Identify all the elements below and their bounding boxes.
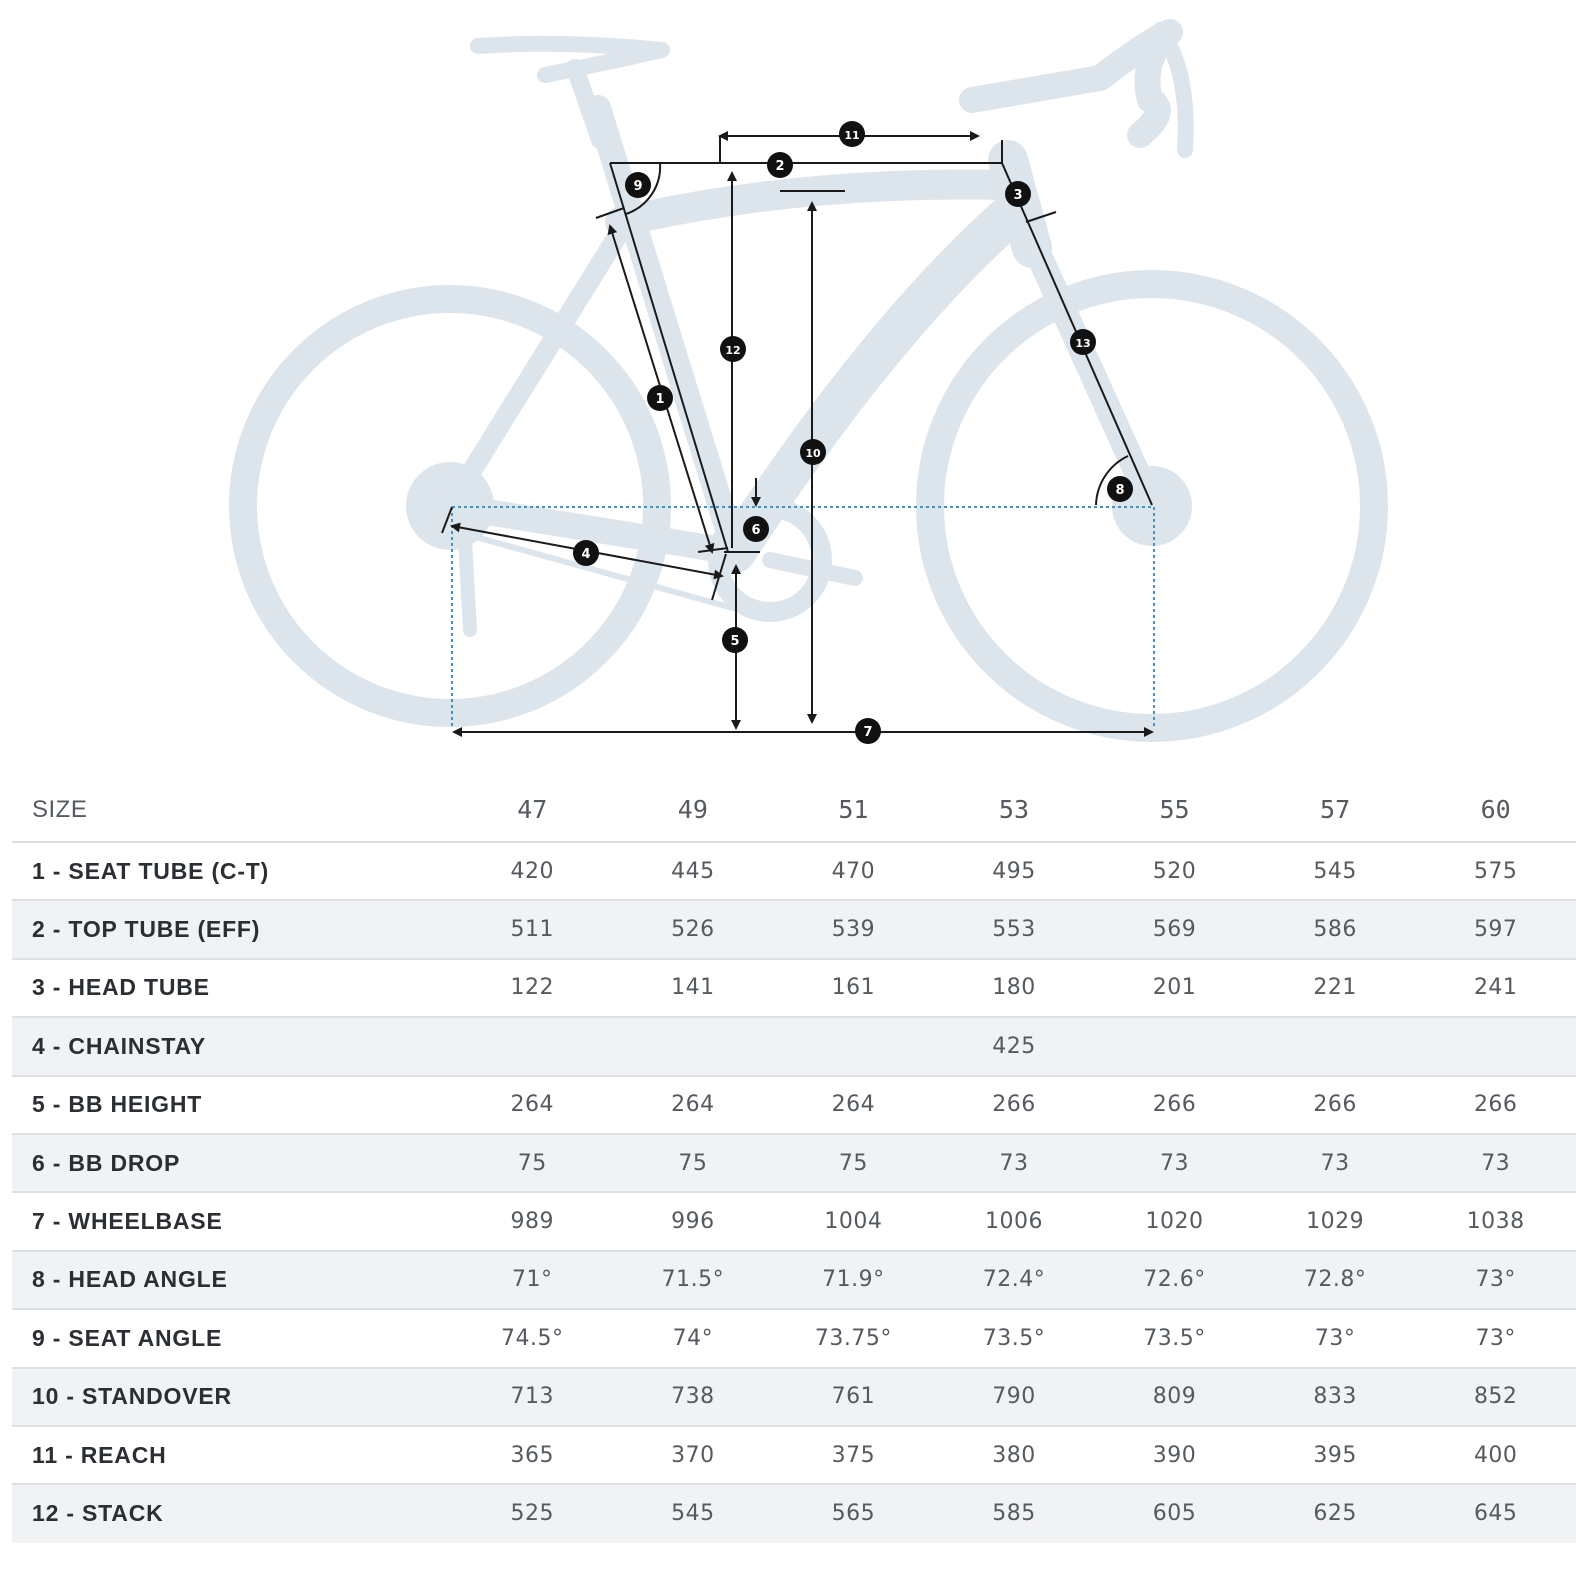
size-header-row <box>12 778 1576 842</box>
table-cell: 565 <box>831 1501 876 1527</box>
table-cell: 71.5° <box>661 1267 725 1293</box>
table-cell: 1029 <box>1306 1209 1365 1235</box>
table-cell: 545 <box>1313 858 1357 884</box>
callout-7 <box>855 718 881 744</box>
table-cell: 738 <box>671 1384 715 1410</box>
callout-8 <box>1107 476 1133 502</box>
saddle-shape <box>478 44 662 75</box>
table-cell: 71° <box>512 1267 553 1293</box>
table-cell: 370 <box>671 1442 715 1468</box>
table-cell-span: 425 <box>992 1033 1036 1059</box>
table-cell: 445 <box>671 858 715 884</box>
table-cell: 1004 <box>824 1209 883 1235</box>
table-cell: 852 <box>1473 1384 1518 1410</box>
table-cell: 586 <box>1313 917 1357 943</box>
table-row <box>12 1484 1576 1542</box>
table-cell: 761 <box>831 1384 876 1410</box>
table-cell: 545 <box>671 1501 715 1527</box>
row-label: 8 - HEAD ANGLE <box>32 1266 228 1293</box>
svg-text:10: 10 <box>805 447 821 460</box>
table-cell: 996 <box>671 1209 715 1235</box>
table-cell: 266 <box>1313 1092 1357 1118</box>
table-cell: 375 <box>831 1442 876 1468</box>
callout-2 <box>767 152 793 178</box>
table-cell: 470 <box>831 858 876 884</box>
svg-text:5: 5 <box>730 634 740 649</box>
svg-text:11: 11 <box>844 129 860 142</box>
callout-9 <box>625 172 651 198</box>
svg-text:4: 4 <box>581 547 591 562</box>
row-label: 7 - WHEELBASE <box>32 1208 223 1235</box>
table-cell: 75 <box>838 1150 868 1176</box>
table-row <box>12 1251 1576 1309</box>
table-row <box>12 959 1576 1017</box>
bike-geometry-diagram <box>0 0 1576 760</box>
callout-3 <box>1005 181 1031 207</box>
table-cell: 73.75° <box>814 1325 892 1351</box>
svg-text:1: 1 <box>655 392 665 407</box>
table-cell: 264 <box>671 1092 715 1118</box>
table-row <box>12 1134 1576 1192</box>
svg-text:6: 6 <box>751 523 761 538</box>
table-cell: 241 <box>1473 975 1518 1001</box>
table-row <box>12 1309 1576 1367</box>
bike-geometry-svg <box>0 0 1576 760</box>
table-cell: 73.5° <box>1143 1325 1206 1351</box>
table-cell: 605 <box>1152 1501 1197 1527</box>
svg-text:7: 7 <box>863 725 873 740</box>
seatpost-shape <box>575 68 600 140</box>
table-row <box>12 900 1576 958</box>
row-label: 4 - CHAINSTAY <box>32 1032 206 1059</box>
table-cell: 266 <box>1473 1092 1518 1118</box>
row-label: 1 - SEAT TUBE (C-T) <box>32 857 270 884</box>
svg-text:12: 12 <box>725 344 741 357</box>
table-cell: 264 <box>510 1092 555 1118</box>
table-cell: 569 <box>1152 917 1197 943</box>
table-cell: 73 <box>1481 1150 1511 1176</box>
table-cell: 72.6° <box>1143 1267 1206 1293</box>
row-label: 11 - REACH <box>32 1441 167 1468</box>
table-cell: 525 <box>510 1501 555 1527</box>
table-row <box>12 1426 1576 1484</box>
table-cell: 380 <box>992 1442 1036 1468</box>
table-cell: 73° <box>1475 1267 1516 1293</box>
table-cell: 833 <box>1313 1384 1357 1410</box>
size-col-header: 55 <box>1159 795 1190 824</box>
brake-lever-shape <box>1160 30 1186 150</box>
table-cell: 75 <box>678 1150 708 1176</box>
table-row <box>12 1076 1576 1134</box>
table-row <box>12 1017 1576 1075</box>
callout-11 <box>839 121 865 147</box>
svg-text:3: 3 <box>1013 188 1023 203</box>
table-cell: 625 <box>1313 1501 1357 1527</box>
table-cell: 809 <box>1152 1384 1197 1410</box>
table-row <box>12 1192 1576 1250</box>
table-cell: 400 <box>1473 1442 1518 1468</box>
callout-5 <box>722 627 748 653</box>
table-cell: 1038 <box>1466 1209 1525 1235</box>
row-label: 10 - STANDOVER <box>32 1383 232 1410</box>
table-cell: 266 <box>1152 1092 1197 1118</box>
table-row <box>12 1368 1576 1426</box>
table-cell: 1006 <box>984 1209 1043 1235</box>
callout-4 <box>573 540 599 566</box>
size-col-header: 49 <box>677 795 708 824</box>
table-cell: 575 <box>1473 858 1518 884</box>
table-cell: 72.8° <box>1303 1267 1367 1293</box>
table-cell: 74° <box>672 1325 714 1351</box>
callout-1 <box>647 385 673 411</box>
table-cell: 71.9° <box>822 1267 885 1293</box>
table-cell: 73 <box>1320 1150 1350 1176</box>
callout-13 <box>1070 329 1096 355</box>
table-cell: 73 <box>1160 1150 1190 1176</box>
table-row <box>12 842 1576 900</box>
callout-12 <box>720 336 746 362</box>
table-cell: 1020 <box>1145 1209 1204 1235</box>
table-cell: 266 <box>992 1092 1036 1118</box>
table-cell: 539 <box>831 917 876 943</box>
table-cell: 161 <box>831 975 876 1001</box>
size-col-header: 51 <box>838 795 869 824</box>
table-cell: 180 <box>992 975 1036 1001</box>
svg-text:9: 9 <box>633 179 643 194</box>
table-cell: 73.5° <box>982 1325 1046 1351</box>
stem-shape <box>972 78 1100 100</box>
table-cell: 221 <box>1313 975 1357 1001</box>
row-label: 3 - HEAD TUBE <box>32 974 210 1001</box>
table-cell: 790 <box>992 1384 1036 1410</box>
row-label: 2 - TOP TUBE (EFF) <box>32 916 261 943</box>
table-cell: 141 <box>671 975 715 1001</box>
svg-text:2: 2 <box>775 159 785 174</box>
table-cell: 553 <box>992 917 1036 943</box>
size-col-header: 47 <box>517 795 548 824</box>
size-label: SIZE <box>32 795 88 823</box>
size-col-header: 57 <box>1320 795 1351 824</box>
table-cell: 511 <box>510 917 555 943</box>
table-cell: 75 <box>517 1150 547 1176</box>
table-cell: 520 <box>1152 858 1197 884</box>
handlebar-shape <box>1100 32 1170 135</box>
table-cell: 122 <box>510 975 555 1001</box>
table-cell: 395 <box>1313 1442 1357 1468</box>
row-label: 12 - STACK <box>32 1500 164 1527</box>
table-cell: 72.4° <box>982 1267 1046 1293</box>
table-cell: 597 <box>1473 917 1518 943</box>
table-cell: 495 <box>992 858 1036 884</box>
table-cell: 390 <box>1152 1442 1197 1468</box>
table-cell: 526 <box>671 917 715 943</box>
size-col-header: 60 <box>1480 795 1511 824</box>
derailleur-shape <box>465 540 470 630</box>
callout-10 <box>800 439 826 465</box>
row-label: 6 - BB DROP <box>32 1149 181 1176</box>
table-cell: 201 <box>1152 975 1197 1001</box>
bike-silhouette <box>243 30 1374 728</box>
table-cell: 73 <box>999 1150 1029 1176</box>
row-label: 9 - SEAT ANGLE <box>32 1324 223 1351</box>
table-cell: 74.5° <box>501 1325 564 1351</box>
table-cell: 264 <box>831 1092 876 1118</box>
svg-text:8: 8 <box>1115 483 1125 498</box>
callout-6 <box>743 516 769 542</box>
row-label: 5 - BB HEIGHT <box>32 1091 203 1118</box>
table-cell: 989 <box>510 1209 555 1235</box>
table-cell: 585 <box>992 1501 1036 1527</box>
svg-text:13: 13 <box>1075 337 1091 350</box>
size-col-header: 53 <box>998 795 1030 824</box>
table-cell: 73° <box>1475 1325 1516 1351</box>
table-cell: 713 <box>510 1384 555 1410</box>
table-cell: 420 <box>510 858 555 884</box>
table-cell: 645 <box>1473 1501 1518 1527</box>
geometry-table <box>12 778 1576 1543</box>
table-cell: 365 <box>510 1442 555 1468</box>
table-cell: 73° <box>1314 1325 1356 1351</box>
